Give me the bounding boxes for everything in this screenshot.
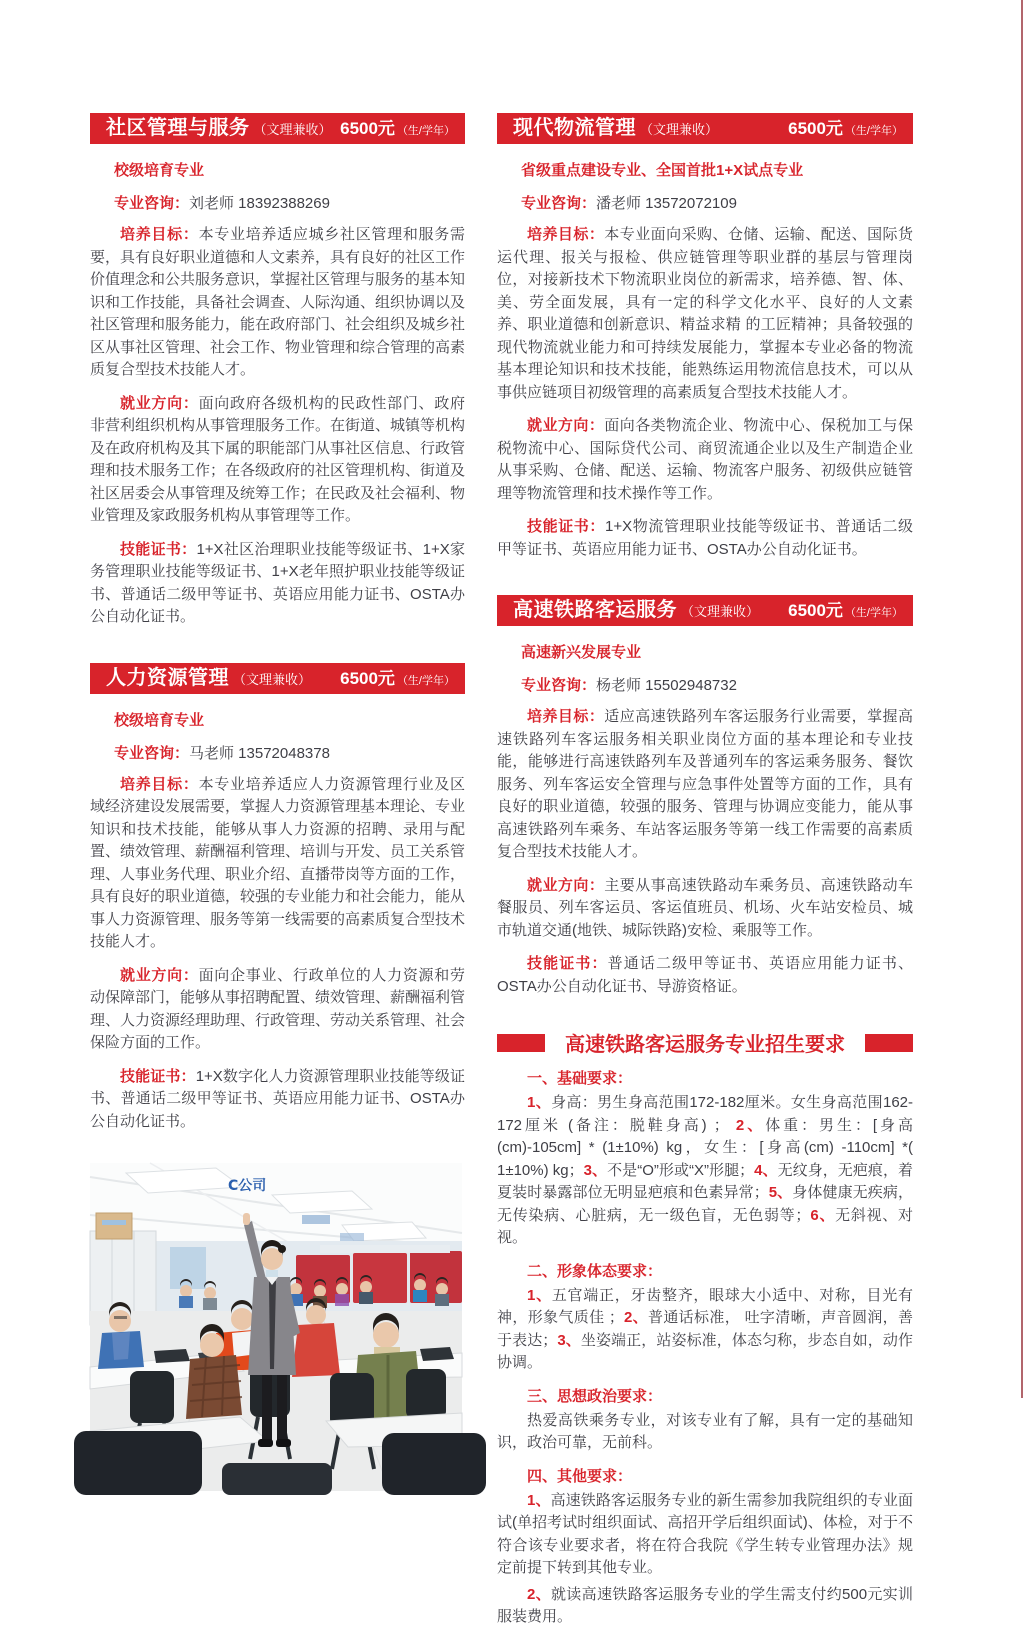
requirement-group-basic xyxy=(497,1067,913,1250)
major-section-community xyxy=(90,113,465,629)
paragraph-label: 技能证书： xyxy=(527,955,608,972)
consult-value: 刘老师 18392388269 xyxy=(189,195,330,212)
paragraph-text: 适应高速铁路列车客运服务行业需要，掌握高速铁路列车客运服务相关职业岗位方面的基本理论和专业技能，能够进行高速铁路列车及普通列车的客运乘务服务、餐饮服务、列车客运安全管理与应急事件处置等方面的工作，具有良好的职业道德，较强的服务、管理与协调应变能力，能从事高速铁路列车乘务、车站客运服务等第一线工作需要的高素质复合型技术技能人才。 xyxy=(497,708,913,860)
major-admission: （文理兼收） xyxy=(640,122,719,137)
classroom-photo xyxy=(90,1163,462,1491)
heading-left-block xyxy=(497,1034,545,1052)
major-title: 高速铁路客运服务 xyxy=(513,599,677,621)
training-goal-paragraph xyxy=(90,774,465,954)
training-goal-paragraph xyxy=(497,224,913,404)
consult-label: 专业咨询： xyxy=(114,195,190,212)
consult-value: 杨老师 15502948732 xyxy=(596,677,737,694)
paragraph-text: 本专业培养适应人力资源管理行业及区域经济建设发展需要，掌握人力资源管理基本理论、专业知识和技术技能，能够从事人力资源的招聘、录用与配置、绩效管理、薪酬福利管理、培训与开发、员工关系管理、人事业务代理、职业介绍、直播带岗等方面的工作，具有良好的职业道德，较强的专业能力和社会能力，能从事人力资源管理、服务等第一线需要的高素质复合型技术技能人才。 xyxy=(90,775,466,950)
paragraph-label: 就业方向： xyxy=(120,966,199,984)
major-section-railway xyxy=(497,595,913,998)
classroom-photo-illustration xyxy=(90,1163,462,1491)
employment-paragraph xyxy=(90,393,465,528)
paragraph-label: 就业方向： xyxy=(527,417,605,434)
paragraph-text: 本专业面向采购、仓储、运输、配送、国际货运代理、报关与报检、供应链管理等职业群的基层与管理岗位，对接新技术下物流职业岗位的新需求，培养德、智、体、美、劳全面发展，具有一定的科学文化水平、良好的人文素养、职业道德和创新意识、精益求精 的工匠精神；具备较强的现代物流就业能力和可持续发展能力，掌握本专业必备的物流基本理论知识和技术技能，能熟练运用物流信息技术，可以从事供应链项目初级管理的高素质复合型技术技能人才。 xyxy=(497,226,913,401)
major-section-hr xyxy=(90,663,465,1134)
major-title: 现代物流管理 xyxy=(513,117,636,139)
major-badge: 校级培育专业 xyxy=(114,711,205,729)
major-fee: 6500元 xyxy=(788,119,843,138)
paragraph-label: 就业方向： xyxy=(120,394,199,412)
major-badge: 校级培育专业 xyxy=(114,162,205,179)
requirement-subtitle: 一、基础要求： xyxy=(527,1070,633,1087)
admission-requirements-section xyxy=(497,1028,913,1629)
major-fee-unit: （生/学年） xyxy=(844,607,903,619)
major-header-bar xyxy=(90,663,465,694)
certificates-paragraph xyxy=(497,953,913,998)
paragraph-label: 培养目标： xyxy=(120,226,199,243)
requirements-heading-row xyxy=(497,1028,913,1057)
requirement-paragraph: 1、高速铁路客运服务专业的新生需参加我院组织的专业面试(单招考试时组织面试、高招开学后组织面试)、体检，对于不符合该专业要求者，将在符合我院《学生转专业管理办法》规定前提下转到其他专业。 xyxy=(497,1491,913,1576)
left-column xyxy=(90,113,465,1491)
paragraph-label: 技能证书： xyxy=(527,518,606,535)
employment-paragraph xyxy=(497,415,913,505)
paragraph-text: 面向政府各级机构的民政性部门、政府非营利组织机构从事管理服务工作。在街道、城镇等机构及在政府机构及其下属的职能部门从事社区信息、行政管理和技术服务工作；在各级政府的社区管理机构、街道及社区居委会从事管理及统筹工作；在民政及社会福利、物业管理及家政服务机构从事管理等工作。 xyxy=(90,394,466,524)
major-fee: 6500元 xyxy=(788,601,843,620)
paragraph-label: 技能证书： xyxy=(120,1067,196,1085)
certificates-paragraph xyxy=(90,1066,465,1134)
major-admission: （文理兼收） xyxy=(253,122,332,137)
training-goal-paragraph xyxy=(497,706,913,864)
major-admission: （文理兼收） xyxy=(233,671,312,687)
paragraph-label: 培养目标： xyxy=(527,226,605,243)
paragraph-text: 面向各类物流企业、物流中心、保税加工与保税物流中心、国际贷代公司、商贸流通企业以及生产制造企业从事采购、仓储、配送、运输、物流客户服务、初级供应链管理等物流管理和技术操作等工作。 xyxy=(497,417,913,502)
consult-line xyxy=(521,192,913,213)
major-title: 社区管理与服务 xyxy=(106,117,250,139)
major-title: 人力资源管理 xyxy=(106,666,229,689)
major-badge: 高速新兴发展专业 xyxy=(521,644,642,661)
major-section-logistics xyxy=(497,113,913,561)
paragraph-text: 普通话二级甲等证书、英语应用能力证书、OSTA办公自动化证书、导游资格证。 xyxy=(497,955,913,995)
certificates-paragraph xyxy=(90,539,465,629)
requirement-paragraph: 1、五官端正，牙齿整齐，眼球大小适中、对称，目光有神，形象气质佳 ；2、普通话标准， 吐字清晰，声音圆润，善于表达；3、坐姿端正，站姿标准，体态匀称，步态自如，动作协调。 xyxy=(497,1286,914,1371)
paragraph-text: 主要从事高速铁路动车乘务员、高速铁路动车餐服员、列车客运员、客运值班员、机场、火车站安检员、城市轨道交通(地铁、城际铁路)安检、乘服等工作。 xyxy=(497,876,913,939)
consult-label: 专业咨询： xyxy=(521,195,597,212)
major-badge: 省级重点建设专业、全国首批1+X试点专业 xyxy=(521,162,804,179)
consult-line xyxy=(114,742,465,763)
paragraph-label: 培养目标： xyxy=(527,708,605,725)
requirement-subtitle: 四、其他要求： xyxy=(527,1467,633,1485)
requirement-paragraph: 2、就读高速铁路客运服务专业的学生需支付约500元实训服装费用。 xyxy=(497,1585,914,1625)
major-fee-unit: （生/学年） xyxy=(844,125,903,137)
major-fee: 6500元 xyxy=(340,668,395,688)
major-fee: 6500元 xyxy=(340,119,395,138)
requirements-title: 高速铁路客运服务专业招生要求 xyxy=(565,1034,845,1056)
requirement-paragraph: 热爱高铁乘务专业，对该专业有了解，具有一定的基础知识，政治可靠，无前科。 xyxy=(497,1411,913,1451)
major-header-bar xyxy=(90,113,465,144)
paragraph-text: 1+X社区治理职业技能等级证书、1+X家务管理职业技能等级证书、1+X老年照护职业技能等级证书、普通话二级甲等证书、英语应用能力证书、OSTA办公自动化证书。 xyxy=(90,540,465,625)
consult-label: 专业咨询： xyxy=(521,677,597,694)
right-edge-rule xyxy=(1021,0,1023,1398)
requirement-subtitle: 二、形象体态要求： xyxy=(527,1262,663,1280)
major-admission: （文理兼收） xyxy=(681,604,760,619)
requirement-group-political xyxy=(497,1385,913,1455)
requirement-group-other xyxy=(497,1465,913,1629)
consult-value: 潘老师 13572072109 xyxy=(596,195,737,212)
employment-paragraph xyxy=(90,965,465,1055)
employment-paragraph xyxy=(497,875,913,943)
heading-right-block xyxy=(865,1034,913,1052)
paragraph-label: 就业方向： xyxy=(527,876,605,894)
company-sign-label: C公司 xyxy=(228,1178,267,1194)
paragraph-text: 面向企事业、行政单位的人力资源和劳动保障部门，能够从事招聘配置、绩效管理、薪酬福利管理、人力资源经理助理、行政管理、劳动关系管理、社会保险方面的工作。 xyxy=(90,966,466,1051)
major-fee-unit: （生/学年） xyxy=(396,674,455,687)
paragraph-text: 1+X物流管理职业技能等级证书、普通话二级甲等证书、英语应用能力证书、OSTA办公自动化证书。 xyxy=(497,518,913,558)
paragraph-text: 1+X数字化人力资源管理职业技能等级证书、普通话二级甲等证书、英语应用能力证书、OSTA办公自动化证书。 xyxy=(90,1067,465,1130)
requirement-paragraph: 1、身高：男生身高范围172-182厘米。女生身高范围162-172厘米 (备注：脱鞋身高) ； 2、体重：男生：[身高(cm)-105cm] * (1±10%) kg，女生：[身高(cm) -110cm] *( 1±10%) kg；3、不是“O”形或“X”形腿；4、无纹身，无疤痕，着夏装时暴露部位无明显疤痕和色素异常；5、身体健康无疾病，无传染病、心脏病，无一级色盲，无色弱等；6、无斜视、对视。 xyxy=(497,1094,914,1246)
consult-line xyxy=(114,192,465,213)
certificates-paragraph xyxy=(497,516,913,561)
consult-label: 专业咨询： xyxy=(114,744,190,762)
requirement-subtitle: 三、思想政治要求： xyxy=(527,1387,663,1405)
requirement-group-appearance xyxy=(497,1260,913,1375)
consult-line xyxy=(521,674,913,695)
major-fee-unit: （生/学年） xyxy=(396,125,455,137)
major-header-bar xyxy=(497,595,913,626)
paragraph-text: 本专业培养适应城乡社区管理和服务需要，具有良好职业道德和人文素养，具有良好的社区工作价值理念和公共服务意识，掌握社区管理与服务的基本知识和工作技能，具备社会调查、人际沟通、组织协调以及社区管理和服务能力，能在政府部门、社会组织及城乡社区从事社区管理、社会工作、物业管理和综合管理的高素质复合型技术技能人才。 xyxy=(90,226,466,378)
major-header-bar xyxy=(497,113,913,144)
training-goal-paragraph xyxy=(90,224,465,382)
paragraph-label: 技能证书： xyxy=(120,540,197,558)
right-column xyxy=(497,113,913,1629)
paragraph-label: 培养目标： xyxy=(120,775,199,793)
consult-value: 马老师 13572048378 xyxy=(189,744,330,762)
